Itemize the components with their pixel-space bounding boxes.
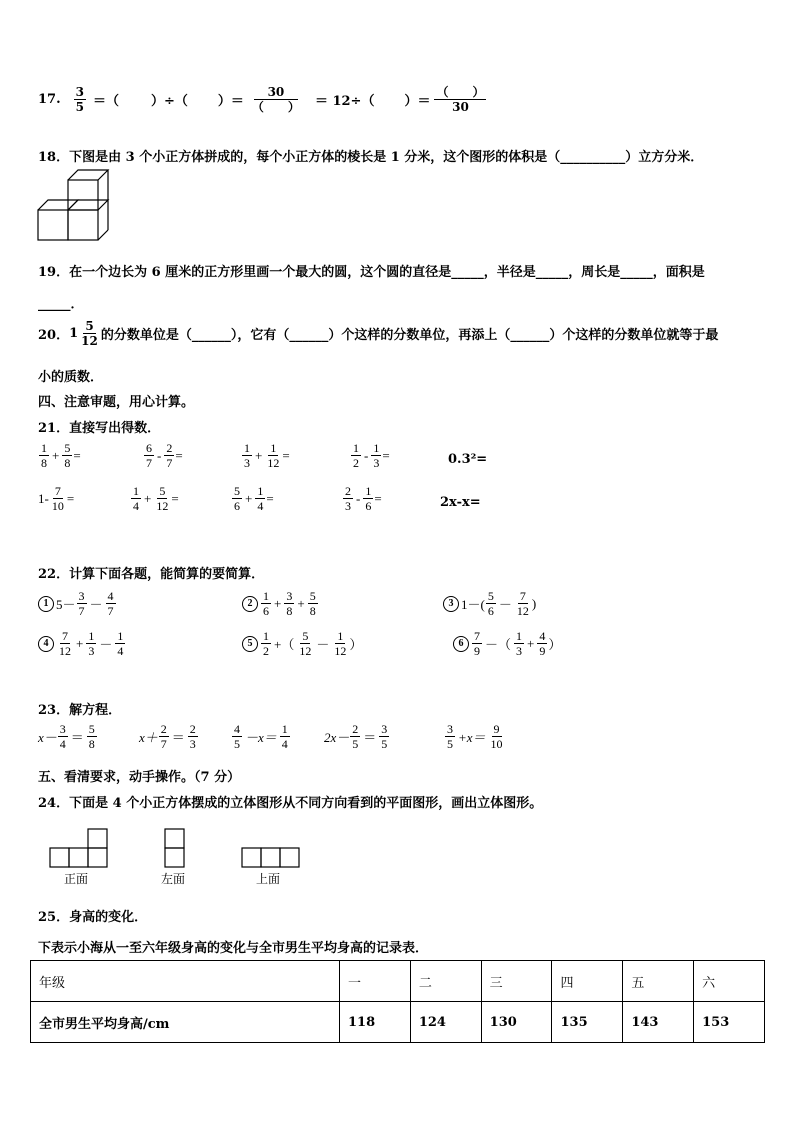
section-title: 五、看清要求，动手操作。（7 分）	[38, 770, 241, 785]
table-cell: 130	[481, 1002, 552, 1043]
table-cell: 年级	[31, 961, 340, 1002]
expression: $\frac{1}{8}$ + $\frac{5}{8}$ =	[41, 441, 81, 470]
equation-1: x－ $\frac{3}{4}$ ＝ $\frac{5}{8}$	[38, 722, 95, 751]
height-record-table	[30, 960, 765, 1043]
view-label-top: 上面	[256, 872, 281, 886]
question-25-intro: 下表示小海从一至六年级身高的变化与全市男生平均身高的记录表．	[38, 941, 429, 956]
expression: $\frac{6}{7}$ - $\frac{2}{7}$ =	[146, 441, 183, 470]
equals-sign: ）＝	[404, 94, 431, 109]
question-23-title: 23．解方程．	[38, 703, 122, 718]
view-label-left: 左面	[161, 872, 186, 886]
table-row	[31, 1002, 765, 1043]
expression: $\frac{2}{3}$ - $\frac{1}{6}$ =	[345, 484, 382, 513]
expression: 2x-x=	[440, 495, 481, 510]
circled-number: 5	[242, 636, 258, 652]
table-cell: 全市男生平均身高/cm	[31, 1002, 340, 1043]
table-cell: 124	[410, 1002, 481, 1043]
question-20-line2: 小的质数．	[38, 370, 104, 385]
table-cell: 143	[623, 1002, 694, 1043]
fraction: $\frac{3}{5}$	[75, 85, 84, 114]
circled-number: 3	[443, 596, 459, 612]
expression: $\frac{1}{2}$ - $\frac{1}{3}$ =	[353, 441, 390, 470]
expression: $\frac{1}{4}$ + $\frac{5}{12}$ =	[133, 484, 179, 513]
equals-sign: ＝（	[92, 94, 119, 109]
fraction: $\frac{( )}{30}$	[436, 85, 485, 114]
circled-number: 6	[453, 636, 469, 652]
table-cell: 六	[694, 961, 765, 1002]
q21-row1	[38, 442, 758, 482]
section-title: 四、注意审题，用心计算。	[38, 395, 195, 410]
expression: 0.3²=	[448, 452, 488, 467]
equation-5: $\frac{3}{5}$ +x＝ $\frac{9}{10}$	[447, 722, 503, 751]
mixed-whole: 1	[69, 326, 79, 341]
cubes-figure	[35, 178, 105, 244]
table-cell: 四	[552, 961, 623, 1002]
circled-number: 4	[38, 636, 54, 652]
table-cell: 二	[410, 961, 481, 1002]
circled-number: 1	[38, 596, 54, 612]
table-cell: 五	[623, 961, 694, 1002]
q22-expr-1: 1 5－ $\frac{3}{7}$ － $\frac{4}{7}$	[38, 590, 117, 617]
equation-2: x＋ $\frac{2}{7}$ ＝ $\frac{2}{3}$	[139, 722, 196, 751]
fraction: $\frac{5}{12}$	[81, 319, 98, 348]
table-cell: 一	[340, 961, 411, 1002]
equals-twelve-divide: ＝ 12÷（	[314, 94, 375, 109]
question-19-line2: _____．	[38, 297, 84, 312]
q22-expr-4: 4 $\frac{7}{12}$ + $\frac{1}{3}$ － $\frac{1}{4}$	[38, 630, 126, 657]
circled-number: 2	[242, 596, 258, 612]
table-cell: 135	[552, 1002, 623, 1043]
expression: 1- $\frac{7}{10}$ =	[38, 484, 75, 513]
table-cell: 153	[694, 1002, 765, 1043]
q22-expr-3: 3 1－( $\frac{5}{6}$ － $\frac{7}{12}$ )	[443, 590, 536, 617]
q22-expr-2: 2 $\frac{1}{6}$ + $\frac{3}{8}$ + $\frac{5}{8}$	[242, 590, 319, 617]
expression: $\frac{5}{6}$ + $\frac{1}{4}$ =	[234, 484, 274, 513]
question-22-title: 22．计算下面各题，能简算的要简算．	[38, 567, 265, 582]
fraction: $\frac{30}{( )}$	[251, 85, 300, 114]
left-view-figure	[164, 828, 186, 868]
equals-sign: ）＝	[217, 94, 244, 109]
divide-paren: ）÷（	[151, 94, 188, 109]
q22-expr-5: 5 $\frac{1}{2}$ +（ $\frac{5}{12}$ － $\frac{1}{12}$ ）	[242, 630, 362, 657]
question-21-title: 21．直接写出得数．	[38, 421, 161, 436]
question-17	[38, 86, 487, 113]
table-header-row	[31, 961, 765, 1002]
equation-3: $\frac{4}{5}$ －x＝ $\frac{1}{4}$	[234, 722, 288, 751]
question-25-title: 25．身高的变化．	[38, 910, 148, 925]
question-19-line1: 19．在一个边长为 6 厘米的正方形里画一个最大的圆，这个圆的直径是_____，半径是_____，周长是_____，面积是	[38, 265, 705, 280]
q22-expr-6: 6 $\frac{7}{9}$ －（ $\frac{1}{3}$ + $\frac{4}{9}$ ）	[453, 630, 561, 657]
table-cell: 118	[340, 1002, 411, 1043]
front-view-figure	[50, 828, 110, 868]
table-cell: 三	[481, 961, 552, 1002]
question-24-title: 24．下面是 4 个小正方体摆成的立体图形从不同方向看到的平面图形，画出立体图形。	[38, 796, 543, 811]
question-20	[38, 320, 718, 347]
view-label-front: 正面	[64, 872, 89, 886]
question-text: 的分数单位是（______），它有（______）个这样的分数单位，再添上（______）个这样的分数单位就等于最	[100, 328, 719, 343]
question-number: 20．	[38, 328, 70, 343]
question-18: 18．下图是由 3 个小正方体拼成的，每个小正方体的棱长是 1 分米，这个图形的体积是（__________）立方分米．	[38, 150, 704, 165]
equation-4: 2x－ $\frac{2}{5}$ ＝ $\frac{3}{5}$	[324, 722, 388, 751]
q21-row2	[38, 485, 758, 525]
top-view-figure	[242, 847, 302, 869]
expression: $\frac{1}{3}$ + $\frac{1}{12}$ =	[244, 441, 290, 470]
question-number: 17.	[38, 92, 61, 107]
